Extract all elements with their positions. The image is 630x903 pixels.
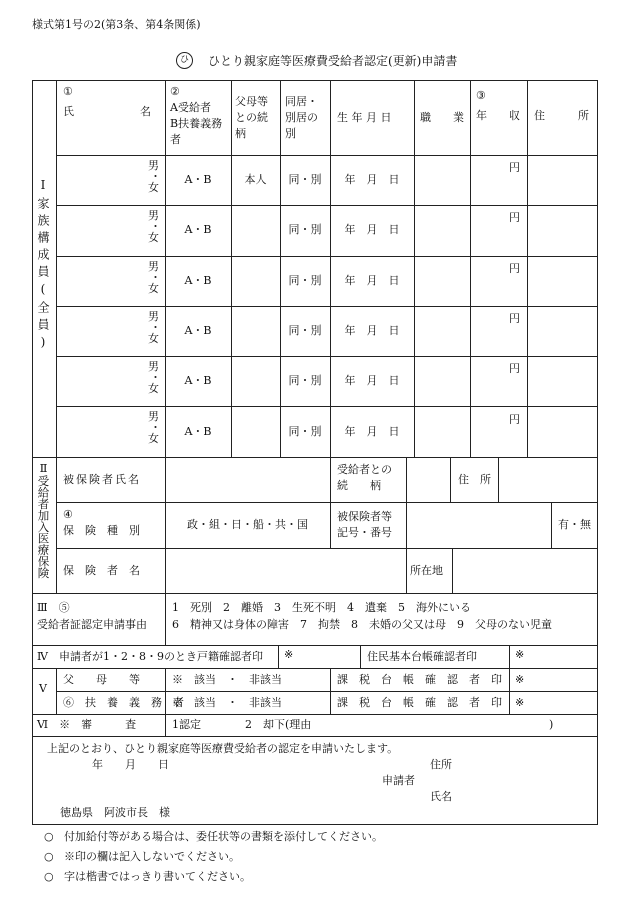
tax-label-1: 課 税 台 帳 確 認 者 印	[337, 673, 502, 686]
type-select[interactable]: A・B	[184, 223, 212, 236]
income-unit: 円	[509, 262, 520, 275]
cohabit-header: 同居・別居の別	[285, 95, 318, 140]
insured-number-label-2: 記号・番号	[337, 526, 392, 539]
birth-field[interactable]: 年 月 日	[344, 324, 400, 337]
gender-male[interactable]: 男	[148, 159, 159, 172]
location-label: 所在地	[410, 564, 443, 577]
income-unit: 円	[509, 413, 520, 426]
gender-dot: ・	[150, 321, 161, 334]
gender-male[interactable]: 男	[148, 260, 159, 273]
review-close: )	[549, 718, 554, 731]
section1-side-label: Ⅰ家族構成員(全員)	[36, 178, 50, 354]
relation-value: 本人	[244, 173, 267, 186]
note-text: 付加給付等がある場合は、委任状等の書類を添付してください。	[64, 830, 383, 843]
name-header-num: ①	[63, 85, 73, 98]
type-header-b: B扶養義務者	[170, 117, 223, 146]
gender-dot: ・	[150, 170, 161, 183]
applicant-name-label: 氏名	[430, 790, 452, 803]
parent-label: 父 母 等	[63, 673, 140, 686]
gender-female[interactable]: 女	[148, 382, 159, 395]
note-text: ※印の欄は記入しないでください。	[64, 850, 240, 863]
gender-female[interactable]: 女	[148, 282, 159, 295]
cohabit-select[interactable]: 同・別	[288, 374, 322, 387]
birth-field[interactable]: 年 月 日	[344, 374, 400, 387]
insurance-type-label: 保 険 種 別	[63, 524, 140, 537]
gender-male[interactable]: 男	[148, 310, 159, 323]
section6-label: Ⅵ ※ 審 査	[37, 718, 137, 731]
note-bullet-icon: ○	[44, 870, 54, 883]
note-bullet-icon: ○	[44, 850, 54, 863]
applicant-address-label: 住所	[430, 758, 452, 771]
section5-side-label: Ⅴ	[39, 682, 47, 695]
section5-mark-2: ※	[515, 696, 525, 709]
type-select[interactable]: A・B	[184, 324, 212, 337]
parent-select[interactable]: ※ 該当 ・ 非該当	[172, 673, 282, 686]
section3-label-num: Ⅲ ⑤	[37, 601, 70, 614]
section4-mark-2: ※	[515, 648, 525, 661]
gender-female[interactable]: 女	[148, 332, 159, 345]
income-header-num: ③	[476, 89, 486, 102]
type-select[interactable]: A・B	[184, 425, 212, 438]
circle-mark-icon: ひ	[176, 52, 193, 69]
type-select[interactable]: A・B	[184, 374, 212, 387]
section2-side-label: Ⅱ受給者加入医療保険	[36, 461, 51, 579]
income-header: 年 収	[476, 109, 520, 122]
support-label: ⑥ 扶 養 義 務 者	[63, 696, 184, 709]
cohabit-select[interactable]: 同・別	[288, 223, 322, 236]
applicant-label: 申請者	[382, 774, 415, 787]
birth-field[interactable]: 年 月 日	[344, 223, 400, 236]
reasons-line-2[interactable]: 6 精神又は身体の障害 7 拘禁 8 未婚の父又は母 9 父母のない児童	[172, 618, 552, 631]
gender-male[interactable]: 男	[148, 209, 159, 222]
address-header: 住 所	[534, 109, 589, 122]
relation-header: 父母等との続柄	[235, 95, 268, 140]
birth-field[interactable]: 年 月 日	[344, 425, 400, 438]
section5-mark-1: ※	[515, 673, 525, 686]
insurer-label: 保 険 者 名	[63, 564, 140, 577]
relation-label-1: 受給者との	[337, 463, 392, 476]
tax-label-2: 課 税 台 帳 確 認 者 印	[337, 696, 502, 709]
birth-field[interactable]: 年 月 日	[344, 173, 400, 186]
note-bullet-icon: ○	[44, 830, 54, 843]
cohabit-select[interactable]: 同・別	[288, 274, 322, 287]
job-header: 職 業	[420, 111, 464, 124]
cohabit-select[interactable]: 同・別	[288, 173, 322, 186]
income-unit: 円	[509, 312, 520, 325]
cohabit-select[interactable]: 同・別	[288, 425, 322, 438]
income-unit: 円	[509, 161, 520, 174]
insurance-type-select[interactable]: 政・組・日・船・共・国	[187, 518, 308, 531]
review-text[interactable]: 1認定 2 却下(理由	[172, 718, 312, 731]
income-unit: 円	[509, 211, 520, 224]
yes-no-select[interactable]: 有・無	[558, 518, 591, 531]
section2-address-label: 住 所	[458, 473, 491, 486]
note-text: 字は楷書ではっきり書いてください。	[64, 870, 251, 883]
support-select[interactable]: ※ 該当 ・ 非該当	[172, 696, 282, 709]
type-header-num: ②	[170, 85, 180, 98]
birth-header: 生 年 月 日	[337, 111, 392, 124]
gender-dot: ・	[150, 371, 161, 384]
form-title: ひとり親家庭等医療費受給者認定(更新)申請書	[208, 54, 458, 68]
type-select[interactable]: A・B	[184, 274, 212, 287]
gender-male[interactable]: 男	[148, 360, 159, 373]
declaration-statement: 上記のとおり、ひとり親家庭等医療費受給者の認定を申請いたします。	[47, 742, 399, 755]
section3-label: 受給者証認定申請事由	[37, 618, 147, 631]
gender-female[interactable]: 女	[148, 181, 159, 194]
gender-female[interactable]: 女	[148, 231, 159, 244]
insured-number-label-1: 被保険者等	[337, 510, 392, 523]
relation-label-2: 続 柄	[337, 479, 381, 492]
insured-name-label: 被保険者氏名	[63, 473, 141, 486]
name-header: 氏 名	[63, 105, 151, 118]
birth-field[interactable]: 年 月 日	[344, 274, 400, 287]
gender-female[interactable]: 女	[148, 432, 159, 445]
form-number: 様式第1号の2(第3条、第4条関係)	[32, 18, 201, 31]
gender-dot: ・	[150, 421, 161, 434]
type-header-a: A受給者	[170, 101, 211, 114]
cohabit-select[interactable]: 同・別	[288, 324, 322, 337]
gender-dot: ・	[150, 220, 161, 233]
resident-label: 住民基本台帳確認者印	[367, 650, 477, 663]
type-select[interactable]: A・B	[184, 173, 212, 186]
recipient: 徳島県 阿波市長 様	[60, 806, 170, 819]
insurance-type-num: ④	[63, 508, 73, 521]
gender-dot: ・	[150, 271, 161, 284]
date-field[interactable]: 年 月 日	[92, 758, 169, 771]
section4-label: Ⅳ 申請者が1・2・8・9のとき戸籍確認者印	[37, 650, 263, 663]
reasons-line-1[interactable]: 1 死別 2 離婚 3 生死不明 4 遺棄 5 海外にいる	[172, 601, 471, 614]
income-unit: 円	[509, 362, 520, 375]
gender-male[interactable]: 男	[148, 410, 159, 423]
section4-mark-1: ※	[284, 648, 294, 661]
